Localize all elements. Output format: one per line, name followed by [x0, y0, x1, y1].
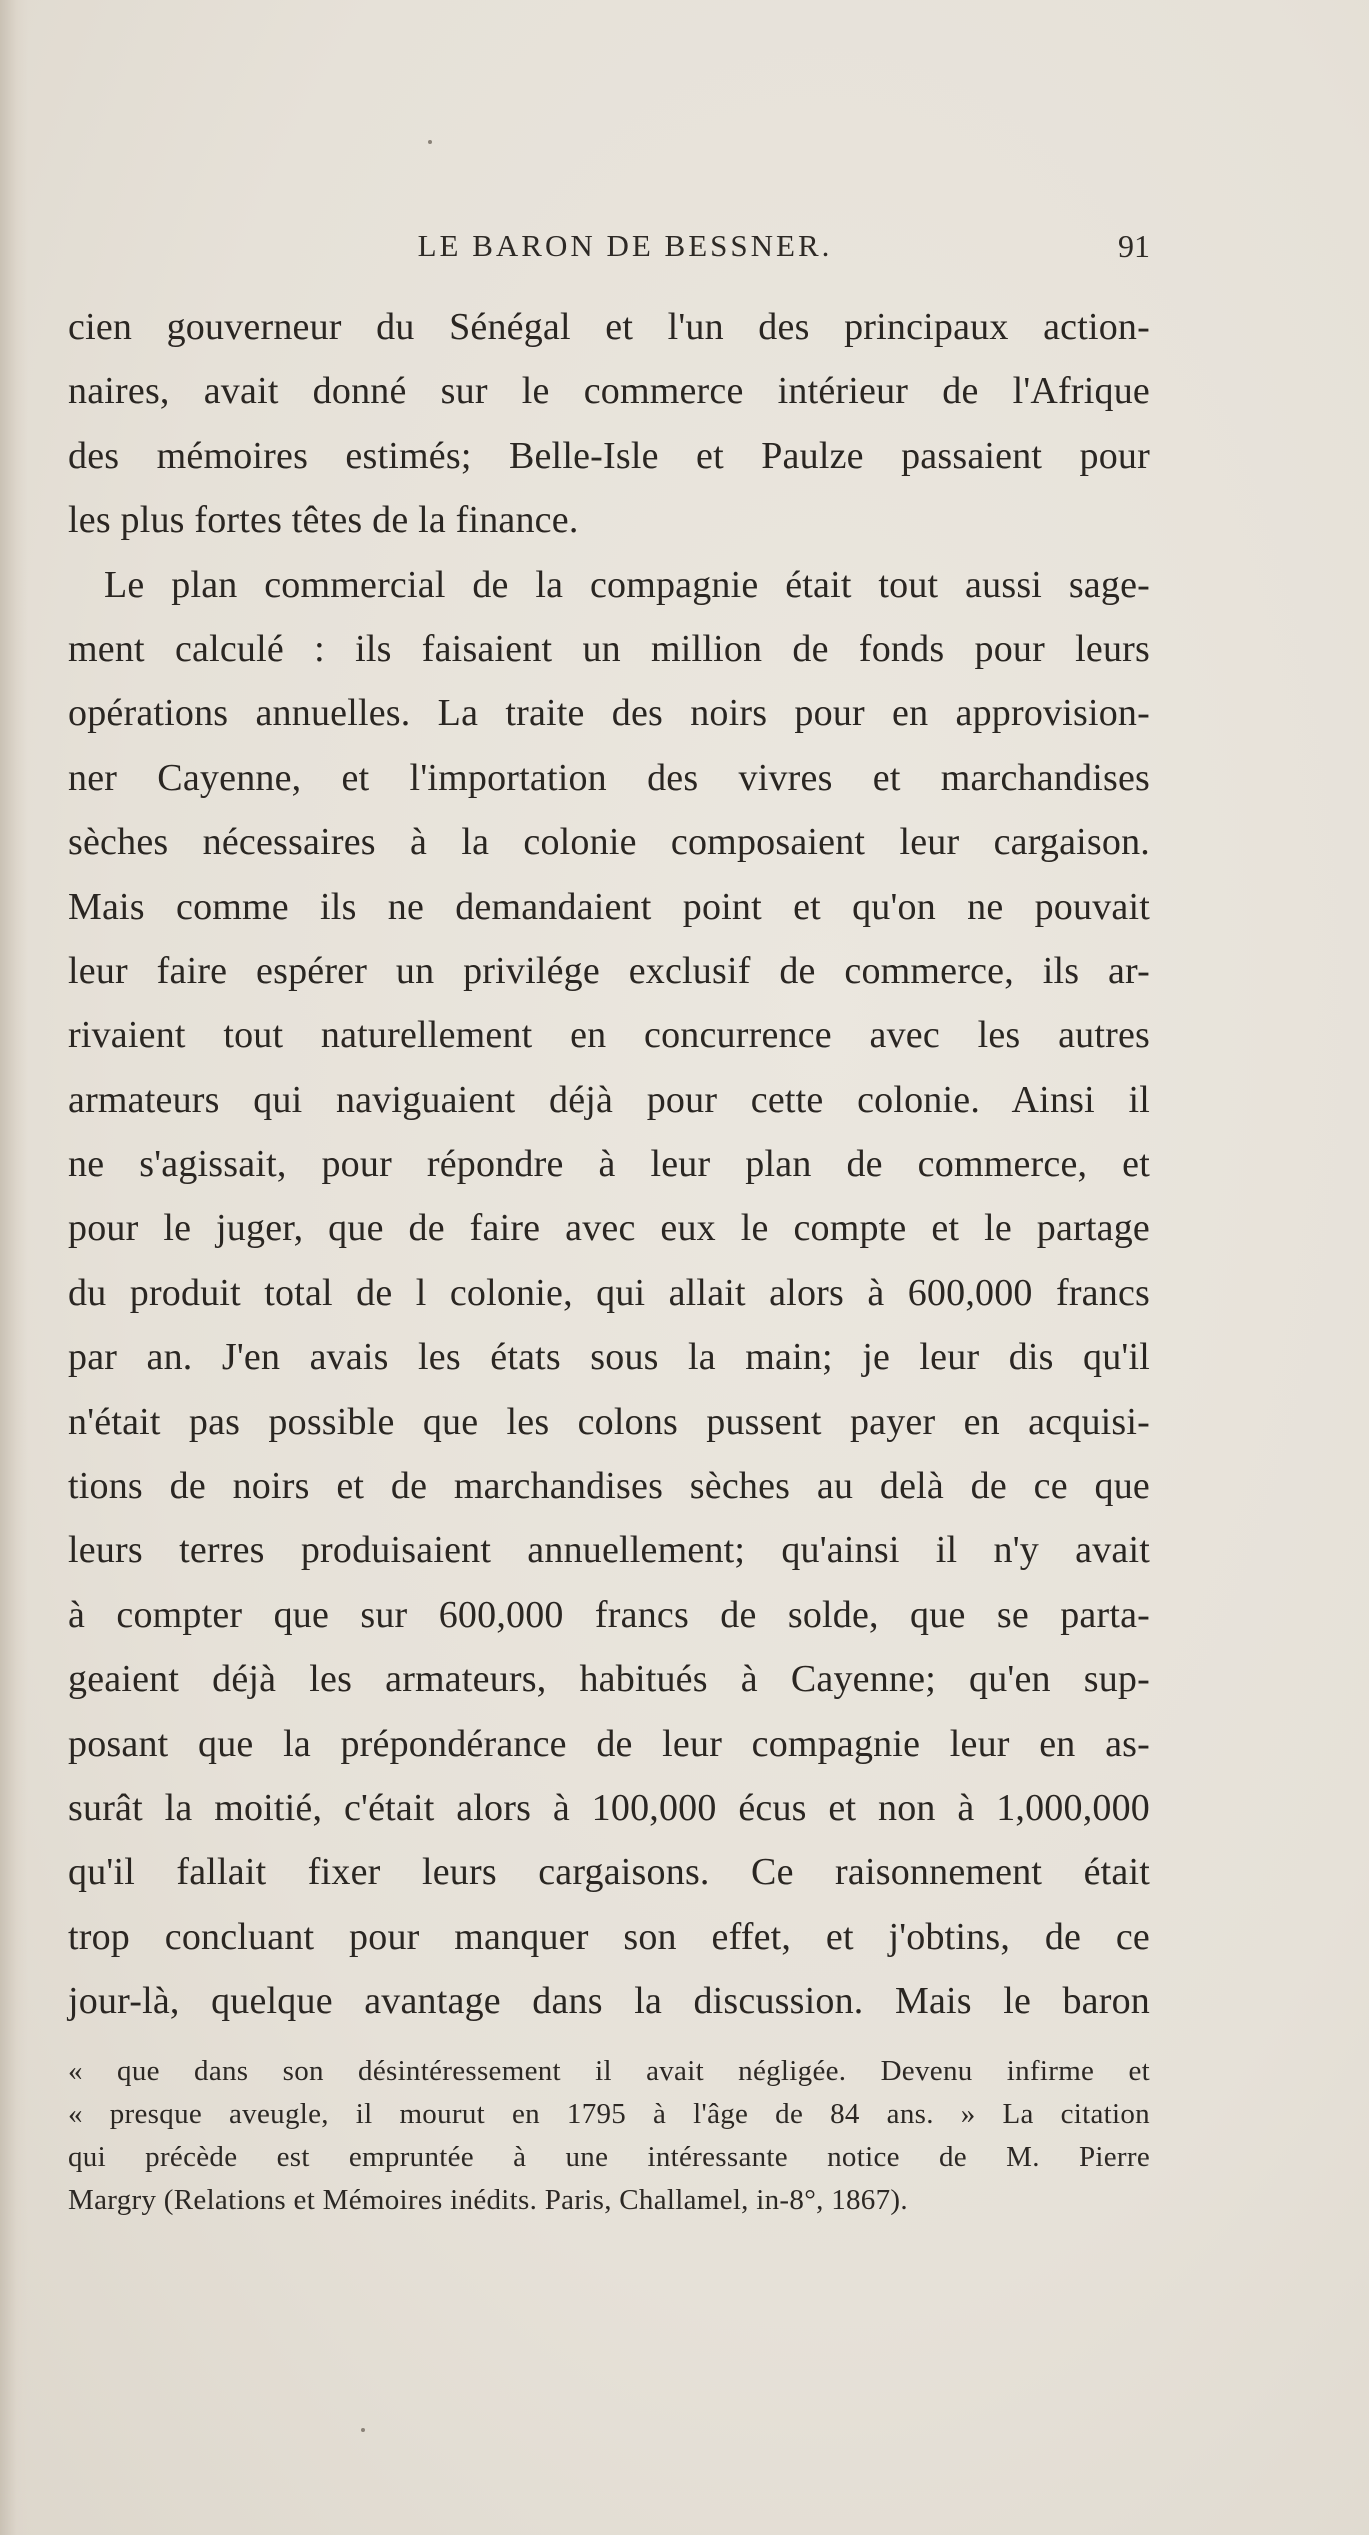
text-line: trop concluant pour manquer son effet, et j'obtins, de ce: [68, 1915, 1150, 1958]
text-line: les plus fortes têtes de la finance.: [68, 499, 579, 542]
running-title: LE BARON DE BESSNER.: [417, 228, 833, 263]
footnote-line: qui précède est empruntée à une intéressante notice de M. Pierre: [68, 2141, 1150, 2173]
text-line: posant que la prépondérance de leur compagnie leur en as-: [68, 1722, 1150, 1765]
text-line: surât la moitié, c'était alors à 100,000 écus et non à 1,000,000: [68, 1786, 1150, 1829]
text-line: armateurs qui naviguaient déjà pour cette colonie. Ainsi il: [68, 1078, 1150, 1121]
text-line: rivaient tout naturellement en concurrence avec les autres: [68, 1014, 1150, 1057]
text-line: leur faire espérer un privilége exclusif de commerce, ils ar-: [68, 949, 1150, 992]
text-line: cien gouverneur du Sénégal et l'un des principaux action-: [68, 306, 1150, 348]
text-line: jour-là, quelque avantage dans la discussion. Mais le baron: [68, 1980, 1150, 2023]
text-line: ner Cayenne, et l'importation des vivres et marchandises: [68, 756, 1150, 799]
footnotes: [68, 2050, 1150, 2222]
text-line: des mémoires estimés; Belle-Isle et Paulze passaient pour: [68, 434, 1150, 477]
text-line: n'était pas possible que les colons pussent payer en acquisi-: [68, 1400, 1150, 1443]
text-line: du produit total de l colonie, qui allait alors à 600,000 francs: [68, 1271, 1150, 1314]
text-line: tions de noirs et de marchandises sèches au delà de ce que: [68, 1465, 1150, 1508]
text-line: à compter que sur 600,000 francs de solde, que se parta-: [68, 1593, 1150, 1636]
text-line: opérations annuelles. La traite des noirs pour en approvision-: [68, 692, 1150, 735]
text-line: pour le juger, que de faire avec eux le compte et le partage: [68, 1207, 1150, 1250]
text-line: naires, avait donné sur le commerce intérieur de l'Afrique: [68, 370, 1150, 413]
body-text: [68, 295, 1150, 2034]
text-line: qu'il fallait fixer leurs cargaisons. Ce raisonnement était: [68, 1851, 1150, 1894]
text-line: ment calculé : ils faisaient un million de fonds pour leurs: [68, 627, 1150, 670]
text-line: leurs terres produisaient annuellement; qu'ainsi il n'y avait: [68, 1529, 1150, 1572]
page-number: 91: [1118, 228, 1150, 264]
footnote-line: Margry (Relations et Mémoires inédits. Paris, Challamel, in-8°, 1867).: [68, 2184, 908, 2216]
footnote-line: « que dans son désintéressement il avait négligée. Devenu infirme et: [68, 2055, 1150, 2087]
paper-speck: [361, 2428, 365, 2432]
running-head: [100, 228, 1150, 278]
text-line: sèches nécessaires à la colonie composaient leur cargaison.: [68, 821, 1150, 864]
text-line: ne s'agissait, pour répondre à leur plan de commerce, et: [68, 1143, 1150, 1186]
text-line: par an. J'en avais les états sous la main; je leur dis qu'il: [68, 1336, 1150, 1379]
text-line: geaient déjà les armateurs, habitués à Cayenne; qu'en sup-: [68, 1658, 1150, 1701]
text-line: Mais comme ils ne demandaient point et qu'on ne pouvait: [68, 885, 1150, 928]
text-line: Le plan commercial de la compagnie était tout aussi sage-: [104, 563, 1150, 606]
paper-speck: [428, 140, 432, 144]
page-gutter-shadow: [0, 0, 28, 2535]
footnote-line: « presque aveugle, il mourut en 1795 à l'âge de 84 ans. » La citation: [68, 2098, 1150, 2130]
